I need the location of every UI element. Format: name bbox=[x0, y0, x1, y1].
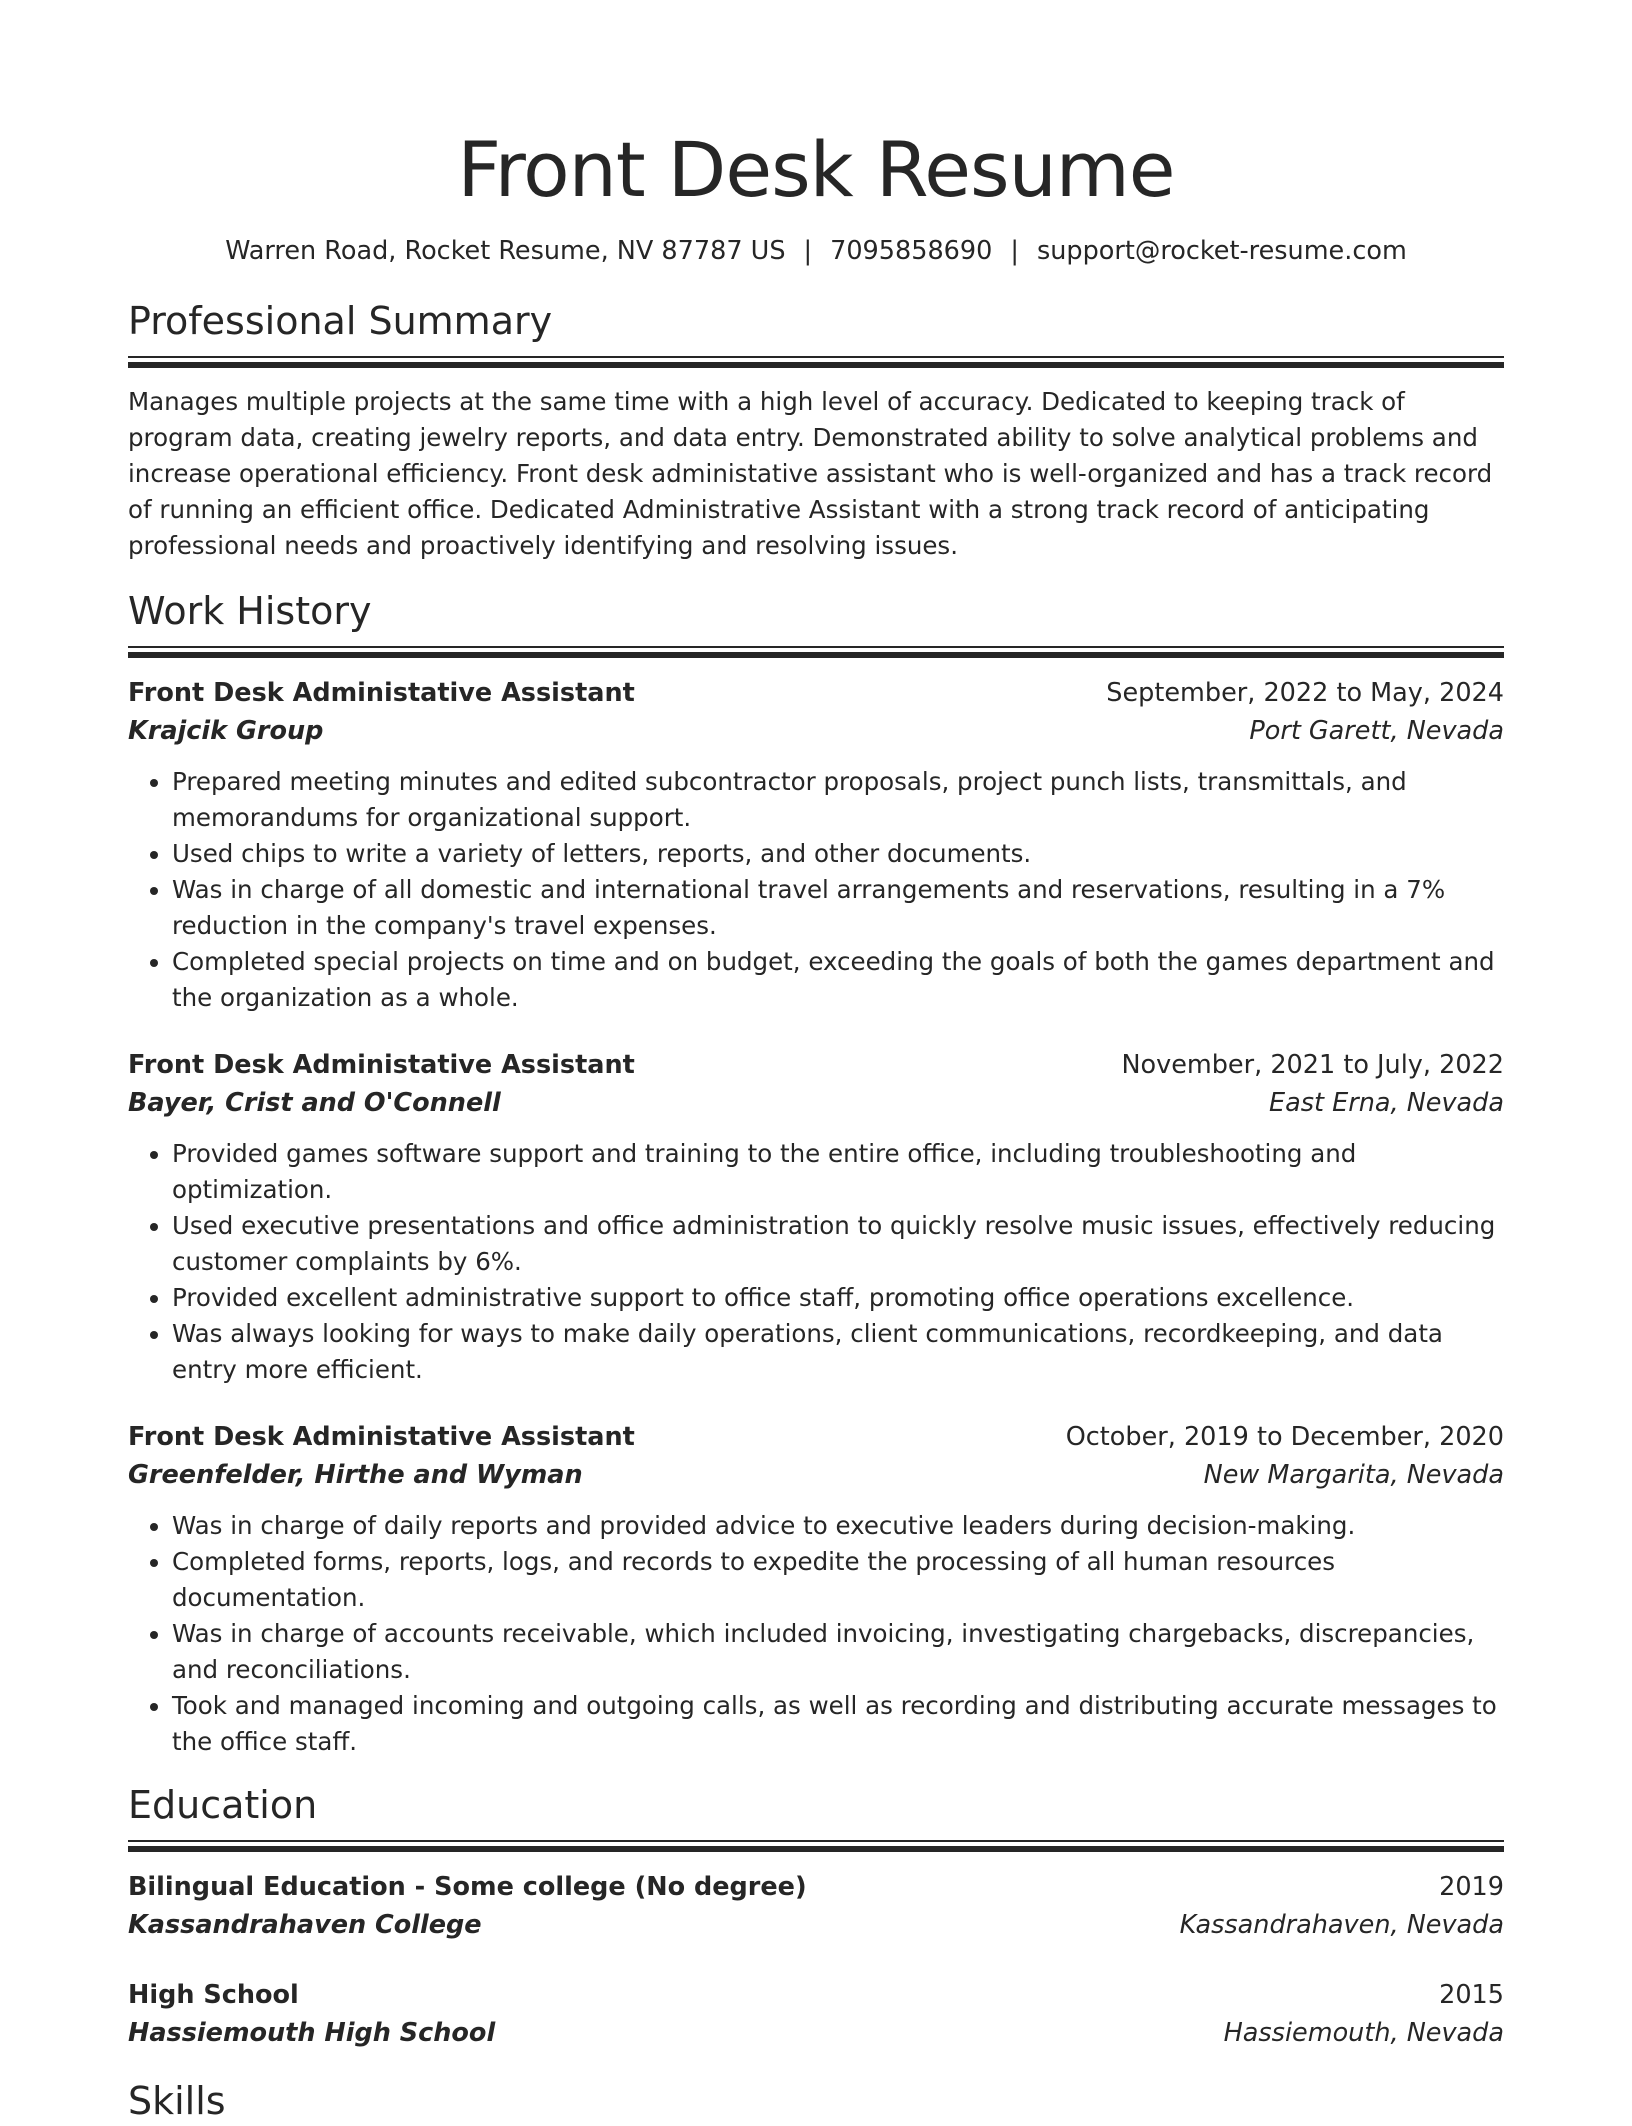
education-year: 2019 bbox=[1439, 1872, 1504, 1902]
job-bullet: • Was in charge of daily reports and provided advice to executive leaders during decision-making. bbox=[172, 1508, 1504, 1544]
job-entry bbox=[128, 674, 1504, 1016]
job-bullet: • Provided excellent administrative support to office staff, promoting office operations excellence. bbox=[172, 1280, 1504, 1316]
job-bullet: • Completed forms, reports, logs, and records to expedite the processing of all human resources documentation. bbox=[172, 1544, 1504, 1616]
job-bullet-list bbox=[128, 764, 1504, 1016]
job-location: East Erna, Nevada bbox=[1268, 1088, 1504, 1118]
job-dates: November, 2021 to July, 2022 bbox=[1121, 1050, 1504, 1080]
education-school: Hassiemouth High School bbox=[128, 2018, 496, 2048]
job-company-row bbox=[128, 712, 1504, 750]
contact-separator: | bbox=[1010, 236, 1019, 266]
job-bullet: • Took and managed incoming and outgoing calls, as well as recording and distributing accurate messages to the office staff. bbox=[172, 1688, 1504, 1760]
job-location: New Margarita, Nevada bbox=[1203, 1460, 1504, 1490]
education-location: Kassandrahaven, Nevada bbox=[1179, 1910, 1504, 1940]
job-bullet: • Was in charge of accounts receivable, which included invoicing, investigating chargebacks, discrepancies, and reconciliations. bbox=[172, 1616, 1504, 1688]
education-degree: High School bbox=[128, 1980, 299, 2010]
job-bullet: • Used executive presentations and office administration to quickly resolve music issues, effectively reducing customer complaints by 6%. bbox=[172, 1208, 1504, 1280]
section-divider bbox=[128, 356, 1504, 368]
job-dates: September, 2022 to May, 2024 bbox=[1106, 678, 1504, 708]
job-header-row bbox=[128, 674, 1504, 712]
job-bullet: • Prepared meeting minutes and edited subcontractor proposals, project punch lists, transmittals, and memorandums for organizational support. bbox=[172, 764, 1504, 836]
skills-section bbox=[128, 2076, 1504, 2126]
education-header-row bbox=[128, 1868, 1504, 1906]
contact-email: support@rocket-resume.com bbox=[1036, 236, 1407, 266]
job-location: Port Garett, Nevada bbox=[1249, 716, 1504, 746]
job-title: Front Desk Administative Assistant bbox=[128, 1422, 635, 1452]
section-divider bbox=[128, 1840, 1504, 1852]
education-section bbox=[128, 1780, 1504, 2052]
job-entry bbox=[128, 1046, 1504, 1388]
job-bullet: • Was in charge of all domestic and international travel arrangements and reservations, resulting in a 7% reduction in the company's travel expenses. bbox=[172, 872, 1504, 944]
job-title: Front Desk Administative Assistant bbox=[128, 678, 635, 708]
contact-address: Warren Road, Rocket Resume, NV 87787 US bbox=[225, 236, 786, 266]
section-divider bbox=[128, 646, 1504, 658]
job-company-row bbox=[128, 1084, 1504, 1122]
job-bullet-list bbox=[128, 1136, 1504, 1388]
summary-section bbox=[128, 296, 1504, 564]
job-bullet: • Completed special projects on time and on budget, exceeding the goals of both the games department and the organization as a whole. bbox=[172, 944, 1504, 1016]
section-heading-work-history: Work History bbox=[128, 589, 372, 633]
section-heading-skills: Skills bbox=[128, 2079, 226, 2123]
resume-title: Front Desk Resume bbox=[457, 125, 1175, 214]
job-dates: October, 2019 to December, 2020 bbox=[1065, 1422, 1504, 1452]
summary-text: Manages multiple projects at the same time with a high level of accuracy. Dedicated to keeping track of program data, creating jewelry reports, and data entry. Demonstrated ability to solve analytical problems and increase operational efficiency. Front desk administative assistant who is well-organized and has a track record of running an efficient office. Dedicated Administrative Assistant with a strong track record of anticipating professional needs and proactively identifying and resolving issues. bbox=[128, 387, 1493, 560]
job-title: Front Desk Administative Assistant bbox=[128, 1050, 635, 1080]
education-degree: Bilingual Education - Some college (No degree) bbox=[128, 1872, 807, 1902]
job-bullet: • Used chips to write a variety of letters, reports, and other documents. bbox=[172, 836, 1504, 872]
education-entry bbox=[128, 1868, 1504, 1944]
job-entry bbox=[128, 1418, 1504, 1760]
education-entry bbox=[128, 1976, 1504, 2052]
job-bullet: • Provided games software support and training to the entire office, including troubleshooting and optimization. bbox=[172, 1136, 1504, 1208]
contact-separator: | bbox=[803, 236, 813, 266]
section-heading-education: Education bbox=[128, 1783, 318, 1827]
job-bullet: • Was always looking for ways to make daily operations, client communications, recordkeeping, and data entry more efficient. bbox=[172, 1316, 1504, 1388]
job-header-row bbox=[128, 1046, 1504, 1084]
work-history-section bbox=[128, 586, 1504, 1760]
job-company-row bbox=[128, 1456, 1504, 1494]
contact-line bbox=[128, 234, 1504, 268]
job-company: Greenfelder, Hirthe and Wyman bbox=[128, 1460, 583, 1490]
education-school: Kassandrahaven College bbox=[128, 1910, 482, 1940]
job-header-row bbox=[128, 1418, 1504, 1456]
contact-phone: 7095858690 bbox=[830, 236, 993, 266]
job-company: Krajcik Group bbox=[128, 716, 324, 746]
education-header-row bbox=[128, 1976, 1504, 2014]
education-school-row bbox=[128, 2014, 1504, 2052]
education-location: Hassiemouth, Nevada bbox=[1223, 2018, 1504, 2048]
education-school-row bbox=[128, 1906, 1504, 1944]
education-year: 2015 bbox=[1439, 1980, 1504, 2010]
section-heading-summary: Professional Summary bbox=[128, 299, 553, 343]
job-company: Bayer, Crist and O'Connell bbox=[128, 1088, 501, 1118]
job-bullet-list bbox=[128, 1508, 1504, 1760]
